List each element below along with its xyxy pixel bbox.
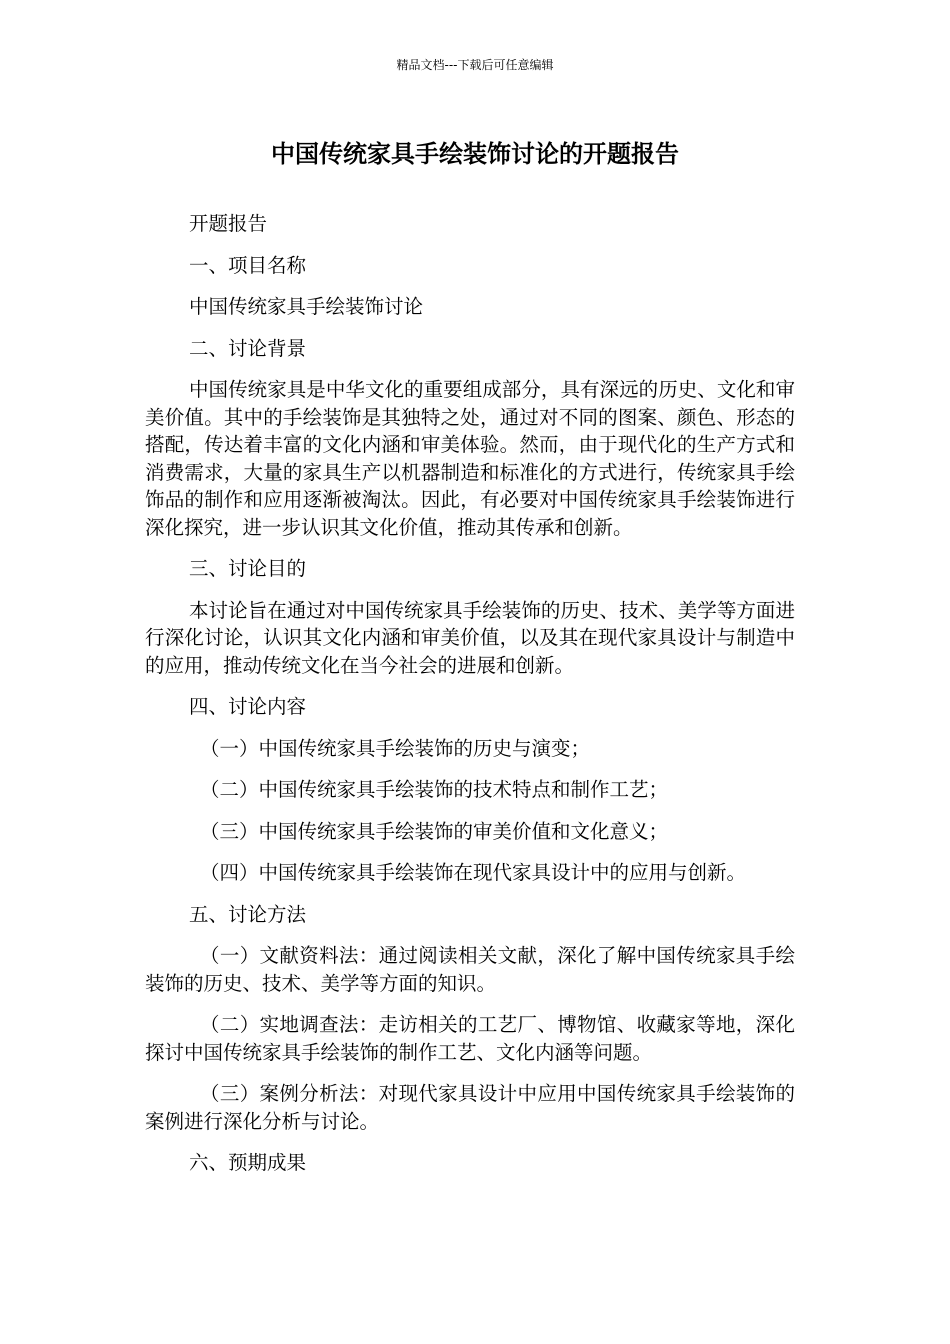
content-item: （三）中国传统家具手绘装饰的审美价值和文化意义；: [200, 819, 669, 843]
content-item: （二）中国传统家具手绘装饰的技术特点和制作工艺；: [200, 778, 669, 801]
heading-content: 四、讨论内容: [189, 695, 307, 718]
method-item: （二）实地调查法：走访相关的工艺厂、博物馆、收藏家等地，深化探讨中国传统家具手绘装饰的制作工艺、文化内涵等问题。: [145, 1013, 795, 1064]
heading-expected-results: 六、预期成果: [189, 1151, 307, 1174]
background-paragraph: 中国传统家具是中华文化的重要组成部分，具有深远的历史、文化和审美价值。其中的手绘装饰是其独特之处，通过对不同的图案、颜色、形态的搭配，传达着丰富的文化内涵和审美体验。然而，由于现代化的生产方式和消费需求，大量的家具生产以机器制造和标准化的方式进行，传统家具手绘饰品的制作和应用逐渐被淘汰。因此，有必要对中国传统家具手绘装饰进行深化探究，进一步认识其文化价值，推动其传承和创新。: [145, 378, 795, 539]
project-name: 中国传统家具手绘装饰讨论: [189, 295, 424, 318]
method-item: （一）文献资料法：通过阅读相关文献，深化了解中国传统家具手绘装饰的历史、技术、美学等方面的知识。: [145, 944, 795, 995]
document-title: 中国传统家具手绘装饰讨论的开题报告: [271, 140, 679, 168]
heading-purpose: 三、讨论目的: [189, 557, 307, 580]
page-header: 精品文档---下载后可任意编辑: [396, 58, 554, 72]
heading-project-name: 一、项目名称: [189, 253, 307, 277]
section-label: 开题报告: [189, 212, 268, 235]
heading-background: 二、讨论背景: [189, 336, 307, 360]
document-body: [145, 210, 795, 1191]
heading-method: 五、讨论方法: [189, 902, 307, 926]
purpose-paragraph: 本讨论旨在通过对中国传统家具手绘装饰的历史、技术、美学等方面进行深化讨论，认识其文化内涵和审美价值，以及其在现代家具设计与制造中的应用，推动传统文化在当今社会的进展和创新。: [145, 598, 795, 677]
method-item: （三）案例分析法：对现代家具设计中应用中国传统家具手绘装饰的案例进行深化分析与讨论。: [145, 1082, 795, 1133]
content-item: （四）中国传统家具手绘装饰在现代家具设计中的应用与创新。: [200, 861, 747, 884]
content-item: （一）中国传统家具手绘装饰的历史与演变；: [200, 736, 591, 760]
